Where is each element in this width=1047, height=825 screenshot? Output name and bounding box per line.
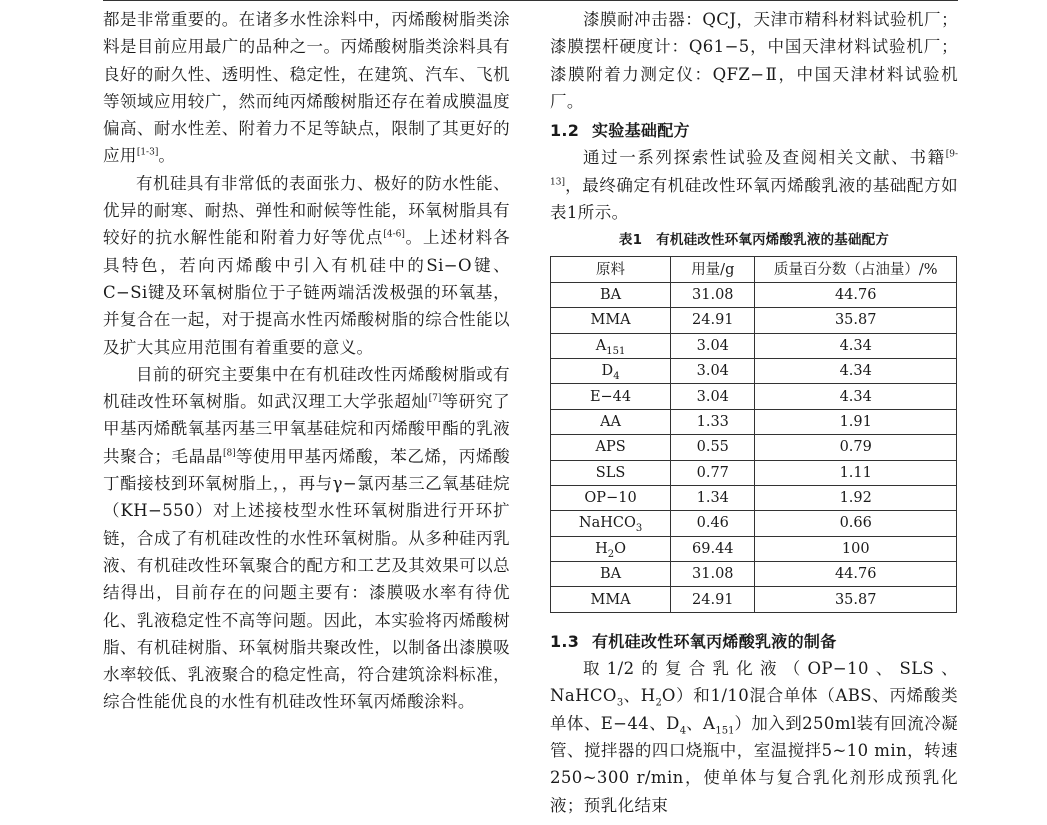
cell-amount: 69.44 — [671, 536, 755, 561]
table-row — [551, 308, 957, 333]
cell-amount: 1.33 — [671, 409, 755, 434]
page-top-rule — [103, 0, 958, 1]
cell-material: AA — [551, 409, 671, 434]
table-caption: 表1 有机硅改性环氧丙烯酸乳液的基础配方 — [618, 232, 890, 249]
cell-amount: 0.46 — [671, 511, 755, 536]
formula-table — [550, 256, 957, 612]
table-row — [551, 358, 957, 383]
cell-material: $H_2O$ — [551, 536, 671, 561]
table-row — [551, 511, 957, 536]
section-heading-1-3: 1.3 有机硅改性环氧丙烯酸乳液的制备 — [550, 631, 837, 651]
table-row — [551, 536, 957, 561]
right-column — [550, 6, 958, 819]
header-material: 原料 — [551, 257, 671, 282]
cell-amount: 3.04 — [671, 358, 755, 383]
cell-mass-percent: 4.34 — [755, 333, 957, 358]
citation-9-13[interactable]: [9-13] — [550, 149, 958, 188]
cell-amount: 24.91 — [671, 308, 755, 333]
cell-material: NaHCO$_3$ — [551, 511, 671, 536]
citation-4-6[interactable]: [4-6] — [383, 229, 405, 240]
paragraph-current-research: 目前的研究主要集中在有机硅改性丙烯酸树脂或有机硅改性环氧树脂。如武汉理工大学张超灿[7]等研究了甲基丙烯酰氧基丙基三甲氧基硅烷和丙烯酸甲酯的乳液共聚合；毛晶晶[8]等使用甲基丙烯酸，苯乙烯，丙烯酸丁酯接枝到环氧树脂上，，再与γ−氯丙基三乙氧基硅烷（KH−550）对上述接枝型水性环氧树脂进行开环扩链，合成了有机硅改性的水性环氧树脂。从多种硅丙乳液、有机硅改性环氧聚合的配方和工艺及其效果可以总结得出，目前存在的问题主要有：漆膜吸水率有待优化、乳液稳定性不高等问题。因此，本实验将丙烯酸树脂、有机硅树脂、环氧树脂共聚改性，以制备出漆膜吸水率较低、乳液聚合的稳定性高，符合建筑涂料标准，综合性能优良的水性有机硅改性环氧丙烯酸涂料。 — [103, 364, 510, 712]
table-row — [551, 384, 957, 409]
table-row — [551, 409, 957, 434]
table-row — [551, 435, 957, 460]
cell-material: MMA — [551, 587, 671, 612]
cell-material: MMA — [551, 308, 671, 333]
table-row — [551, 587, 957, 612]
header-amount: 用量/g — [671, 257, 755, 282]
cell-mass-percent: 0.66 — [755, 511, 957, 536]
paragraph-silicone-epoxy: 有机硅具有非常低的表面张力、极好的防水性能、优异的耐寒、耐热、弹性和耐候等性能，环氧树脂具有较好的抗水解性能和附着力好等优点[4-6]。上述材料各具特色，若向丙烯酸中引入有机硅中的Si−O键、C−Si键及环氧树脂位于子链两端活泼极强的环氧基，并复合在一起，对于提高水性丙烯酸树脂的综合性能以及扩大其应用范围有着重要的意义。 — [103, 173, 510, 357]
cell-mass-percent: 100 — [755, 536, 957, 561]
cell-mass-percent: 44.76 — [755, 562, 957, 587]
table-row — [551, 333, 957, 358]
cell-material: $A_{151}$ — [551, 333, 671, 358]
paragraph-preparation: 取1/2的复合乳化液（OP−10、SLS、NaHCO$_3$、$H_2O$）和1/10混合单体（ABS、丙烯酸类单体、E−44、$D_4$、$A_{151}$）加入到250ml装有回流冷凝管、搅拌器的四口烧瓶中，室温搅拌5~10 min，转速250~300 r/min，使单体与复合乳化剂形成预乳化液；预乳化结束 — [550, 659, 958, 815]
cell-mass-percent: 1.92 — [755, 485, 957, 510]
cell-amount: 31.08 — [671, 282, 755, 307]
citation-8[interactable]: [8] — [222, 448, 236, 459]
cell-amount: 0.77 — [671, 460, 755, 485]
cell-material: BA — [551, 282, 671, 307]
citation-1-3[interactable]: [1-3] — [136, 147, 159, 158]
left-column — [103, 6, 510, 716]
table-header-row — [551, 257, 957, 282]
cell-material: E−44 — [551, 384, 671, 409]
cell-amount: 1.34 — [671, 485, 755, 510]
cell-amount: 3.04 — [671, 384, 755, 409]
header-mass-percent: 质量百分数（占油量）/% — [755, 257, 957, 282]
cell-mass-percent: 1.91 — [755, 409, 957, 434]
table-row — [551, 485, 957, 510]
cell-mass-percent: 35.87 — [755, 587, 957, 612]
cell-mass-percent: 4.34 — [755, 358, 957, 383]
cell-material: APS — [551, 435, 671, 460]
table-row — [551, 460, 957, 485]
citation-7[interactable]: [7] — [428, 393, 442, 404]
cell-material: $D_4$ — [551, 358, 671, 383]
cell-amount: 31.08 — [671, 562, 755, 587]
paragraph-instruments: 漆膜耐冲击器：QCJ，天津市精科材料试验机厂；漆膜摆杆硬度计：Q61−5，中国天津材料试验机厂；漆膜附着力测定仪：QFZ−Ⅱ，中国天津材料试验机厂。 — [550, 10, 958, 111]
cell-amount: 24.91 — [671, 587, 755, 612]
cell-material: BA — [551, 562, 671, 587]
table-body — [551, 282, 957, 612]
table-row — [551, 562, 957, 587]
cell-mass-percent: 35.87 — [755, 308, 957, 333]
section-heading-1-2: 1.2 实验基础配方 — [550, 121, 690, 141]
cell-amount: 3.04 — [671, 333, 755, 358]
paragraph-base-formula: 通过一系列探索性试验及查阅相关文献、书籍[9-13]，最终确定有机硅改性环氧丙烯酸乳液的基础配方如表1所示。 — [550, 148, 958, 223]
cell-mass-percent: 0.79 — [755, 435, 957, 460]
cell-mass-percent: 1.11 — [755, 460, 957, 485]
cell-mass-percent: 4.34 — [755, 384, 957, 409]
paragraph-intro-continued: 都是非常重要的。在诸多水性涂料中，丙烯酸树脂类涂料是目前应用最广的品种之一。丙烯酸树脂类涂料具有良好的耐久性、透明性、稳定性，在建筑、汽车、飞机等领域应用较广，然而纯丙烯酸树脂还存在着成膜温度偏高、耐水性差、附着力不足等缺点，限制了其更好的应用[1-3]。 — [103, 10, 510, 166]
cell-material: SLS — [551, 460, 671, 485]
cell-mass-percent: 44.76 — [755, 282, 957, 307]
table-row — [551, 282, 957, 307]
cell-material: OP−10 — [551, 485, 671, 510]
cell-amount: 0.55 — [671, 435, 755, 460]
